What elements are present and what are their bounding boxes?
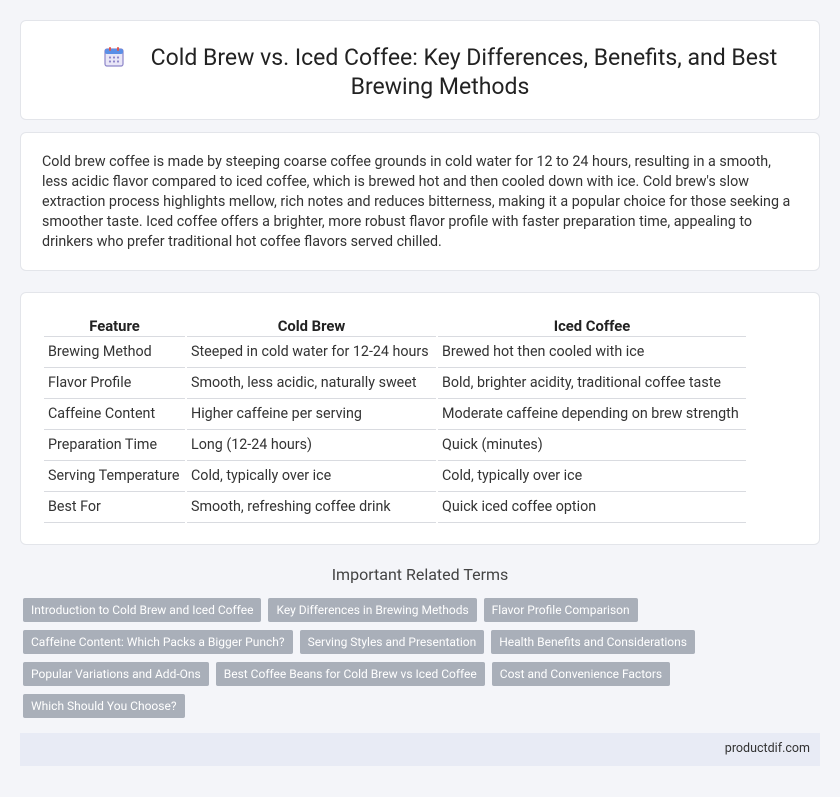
column-header-feature: Feature — [44, 315, 185, 337]
related-term-link[interactable]: Popular Variations and Add-Ons — [23, 662, 209, 686]
comparison-table — [42, 315, 748, 523]
related-term-link[interactable]: Health Benefits and Considerations — [491, 630, 695, 654]
table-cell: Bold, brighter acidity, traditional coffee taste — [438, 368, 746, 399]
related-terms-title: Important Related Terms — [331, 565, 509, 584]
footer — [20, 733, 820, 766]
comparison-card — [20, 292, 820, 545]
related-term-link[interactable]: Which Should You Choose? — [23, 694, 185, 718]
tag-row — [23, 662, 723, 686]
related-term-link[interactable]: Introduction to Cold Brew and Iced Coffee — [23, 598, 261, 622]
table-cell: Smooth, refreshing coffee drink — [187, 492, 436, 523]
intro-text: Cold brew coffee is made by steeping coarse coffee grounds in cold water for 12 to 24 hours, resulting in a smooth, less acidic flavor compared to iced coffee, which is brewed hot and then cooled down with ice. Cold brew's slow extraction process highlights mellow, rich notes and reduces bitterness, making it a popular choice for those seeking a smoother taste. Iced coffee offers a brighter, more robust flavor profile with faster preparation time, appealing to drinkers who prefer traditional hot coffee flavors served chilled. — [42, 154, 791, 250]
column-header-cold-brew: Cold Brew — [187, 315, 436, 337]
table-cell: Preparation Time — [44, 430, 185, 461]
table-cell: Quick (minutes) — [438, 430, 746, 461]
table-cell: Best For — [44, 492, 185, 523]
table-cell: Long (12-24 hours) — [187, 430, 436, 461]
table-cell: Caffeine Content — [44, 399, 185, 430]
table-cell: Steeped in cold water for 12-24 hours — [187, 337, 436, 368]
table-cell: Smooth, less acidic, naturally sweet — [187, 368, 436, 399]
footer-site-name: productdif.com — [724, 741, 810, 756]
tag-row — [23, 630, 723, 654]
table-cell: Brewed hot then cooled with ice — [438, 337, 746, 368]
table-cell: Cold, typically over ice — [187, 461, 436, 492]
table-row — [44, 399, 746, 430]
table-cell: Higher caffeine per serving — [187, 399, 436, 430]
table-cell: Quick iced coffee option — [438, 492, 746, 523]
related-term-link[interactable]: Best Coffee Beans for Cold Brew vs Iced Coffee — [216, 662, 485, 686]
table-row — [44, 337, 746, 368]
related-term-link[interactable]: Caffeine Content: Which Packs a Bigger Punch? — [23, 630, 293, 654]
header-card — [20, 20, 820, 120]
table-row — [44, 461, 746, 492]
calendar-icon — [103, 46, 125, 68]
title-wrap — [81, 43, 799, 101]
table-cell: Cold, typically over ice — [438, 461, 746, 492]
related-term-link[interactable]: Key Differences in Brewing Methods — [268, 598, 476, 622]
column-header-iced-coffee: Iced Coffee — [438, 315, 746, 337]
table-cell: Brewing Method — [44, 337, 185, 368]
tag-row — [23, 598, 723, 622]
table-row — [44, 430, 746, 461]
tag-row — [23, 694, 723, 718]
table-cell: Serving Temperature — [44, 461, 185, 492]
related-term-link[interactable]: Serving Styles and Presentation — [300, 630, 485, 654]
related-term-link[interactable]: Cost and Convenience Factors — [492, 662, 670, 686]
related-terms-list — [23, 598, 723, 726]
page-title: Cold Brew vs. Iced Coffee: Key Differences, Benefits, and Best Brewing Methods — [150, 44, 778, 100]
table-header-row — [44, 315, 746, 337]
related-term-link[interactable]: Flavor Profile Comparison — [484, 598, 638, 622]
table-row — [44, 492, 746, 523]
intro-card — [20, 132, 820, 271]
table-row — [44, 368, 746, 399]
table-cell: Moderate caffeine depending on brew strength — [438, 399, 746, 430]
table-cell: Flavor Profile — [44, 368, 185, 399]
